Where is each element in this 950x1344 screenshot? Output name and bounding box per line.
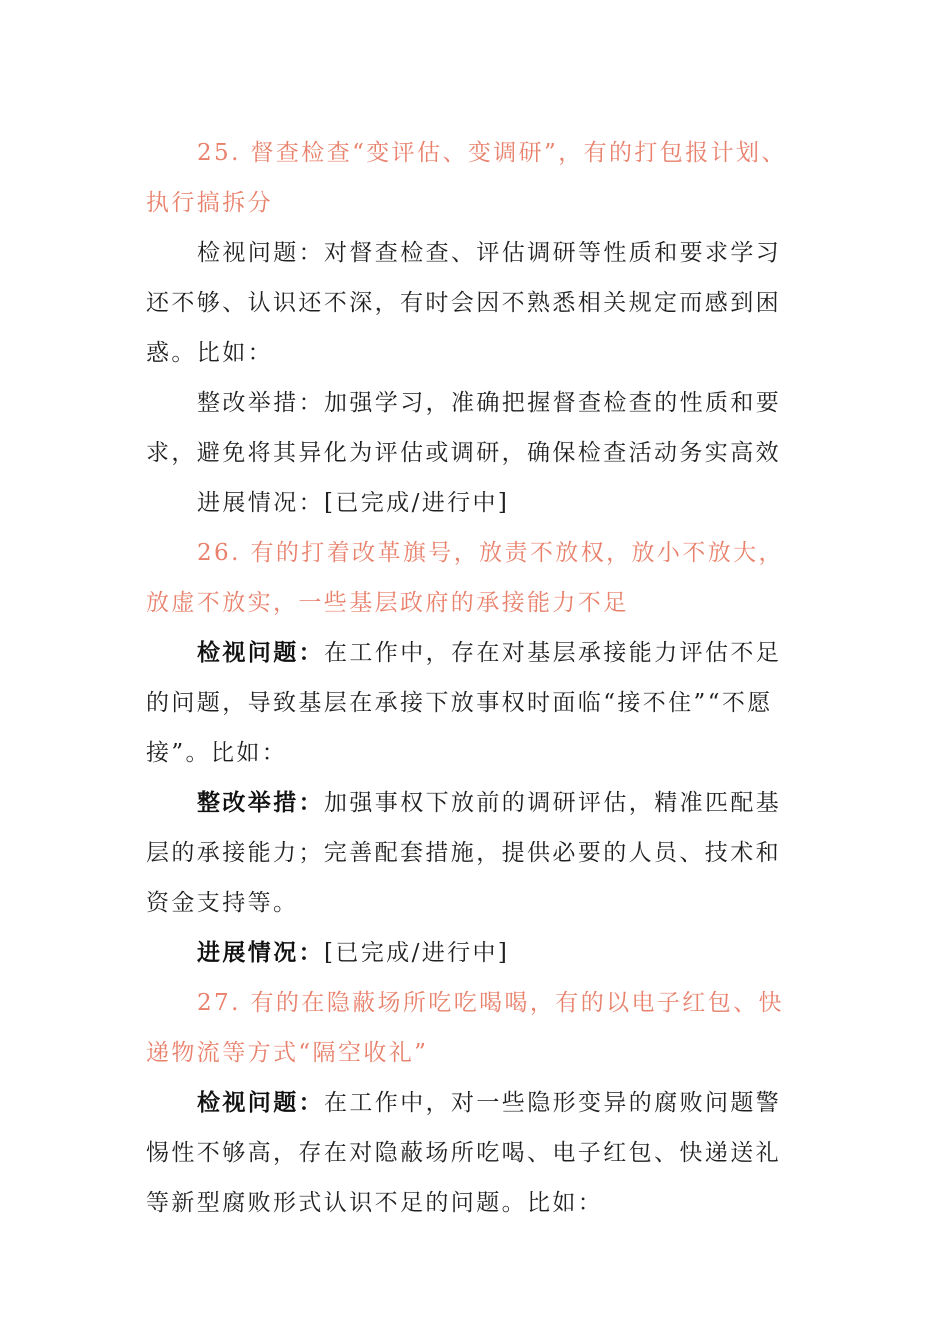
item-26-issue (146, 628, 796, 778)
item-26-measure (146, 778, 796, 928)
issue-text: 在工作中，对一些隐形变异的腐败问题警惕性不够高，存在对隐蔽场所吃喝、电子红包、快递送礼等新型腐败形式认识不足的问题。比如： (146, 1090, 782, 1216)
item-25-issue (146, 228, 796, 378)
issue-label: 检视问题： (197, 639, 324, 666)
progress-text: [已完成/进行中] (324, 940, 510, 966)
item-25-progress (146, 478, 796, 528)
issue-text: 对督查检查、评估调研等性质和要求学习还不够、认识还不深，有时会因不熟悉相关规定而感到困惑。比如： (146, 240, 782, 366)
measure-label: 整改举措： (197, 390, 324, 416)
measure-text: 加强事权下放前的调研评估，精准匹配基层的承接能力；完善配套措施，提供必要的人员、技术和资金支持等。 (146, 790, 782, 916)
progress-label: 进展情况： (197, 490, 324, 516)
issue-text: 在工作中，存在对基层承接能力评估不足的问题，导致基层在承接下放事权时面临“接不住”“不愿接”。比如： (146, 640, 782, 766)
item-27-issue (146, 1078, 796, 1228)
item-25-measure (146, 378, 796, 478)
issue-label: 检视问题： (197, 240, 324, 266)
item-27-heading: 27. 有的在隐蔽场所吃吃喝喝，有的以电子红包、快递物流等方式“隔空收礼” (146, 990, 784, 1066)
item-25-heading: 25. 督查检查“变评估、变调研”，有的打包报计划、执行搞拆分 (146, 140, 787, 216)
measure-text: 加强学习，准确把握督查检查的性质和要求，避免将其异化为评估或调研，确保检查活动务实高效 (146, 390, 782, 466)
progress-label: 进展情况： (197, 939, 324, 966)
progress-text: [已完成/进行中] (324, 490, 510, 516)
item-26-heading: 26. 有的打着改革旗号，放责不放权，放小不放大，放虚不放实，一些基层政府的承接能力不足 (146, 540, 784, 616)
issue-label: 检视问题： (197, 1089, 324, 1116)
item-26-progress (146, 928, 796, 978)
measure-label: 整改举措： (197, 789, 324, 816)
document-body (146, 128, 796, 1228)
